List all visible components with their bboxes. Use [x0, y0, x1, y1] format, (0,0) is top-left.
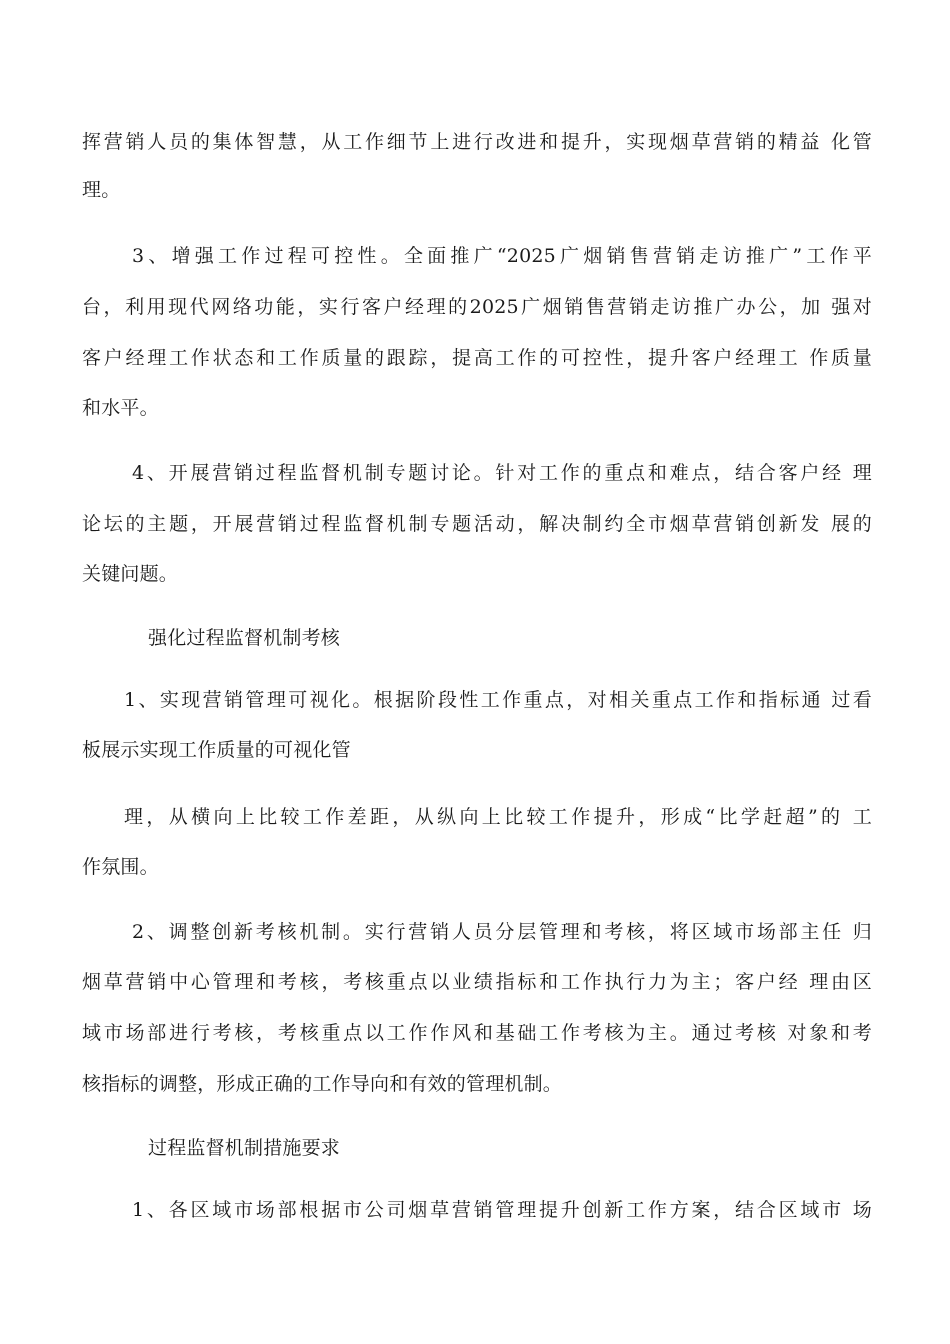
paragraph-line: 烟草营销中心管理和考核，考核重点以业绩指标和工作执行力为主；客户经 理由区	[82, 971, 872, 993]
paragraph-line: 论坛的主题，开展营销过程监督机制专题活动，解决制约全市烟草营销创新发 展的	[82, 513, 872, 535]
paragraph-line: 理。	[82, 179, 121, 201]
paragraph-line: 关键问题。	[82, 563, 179, 585]
paragraph-line: 核指标的调整，形成正确的工作导向和有效的管理机制。	[82, 1073, 563, 1095]
paragraph-line: 和水平。	[82, 397, 159, 419]
paragraph-line: 1、各区域市场部根据市公司烟草营销管理提升创新工作方案，结合区域市 场	[132, 1199, 872, 1221]
paragraph-line: 板展示实现工作质量的可视化管	[82, 739, 351, 761]
paragraph-line: 4、开展营销过程监督机制专题讨论。针对工作的重点和难点，结合客户经 理	[132, 462, 872, 484]
paragraph-line: 挥营销人员的集体智慧，从工作细节上进行改进和提升，实现烟草营销的精益 化管	[82, 131, 872, 153]
paragraph-line: 客户经理工作状态和工作质量的跟踪，提高工作的可控性，提升客户经理工 作质量	[82, 347, 872, 369]
paragraph-line: 理，从横向上比较工作差距，从纵向上比较工作提升，形成“比学赶超”的 工	[124, 806, 872, 828]
paragraph-line: 作氛围。	[82, 856, 159, 878]
paragraph-line: 1、实现营销管理可视化。根据阶段性工作重点，对相关重点工作和指标通 过看	[124, 689, 872, 711]
section-heading: 强化过程监督机制考核	[148, 627, 341, 649]
section-heading: 过程监督机制措施要求	[148, 1137, 341, 1159]
paragraph-line: 台，利用现代网络功能，实行客户经理的2025广烟销售营销走访推广办公，加 强对	[82, 296, 872, 318]
paragraph-line: 3、增强工作过程可控性。全面推广“2025广烟销售营销走访推广”工作平	[132, 245, 872, 267]
paragraph-line: 2、调整创新考核机制。实行营销人员分层管理和考核，将区域市场部主任 归	[132, 921, 872, 943]
paragraph-line: 域市场部进行考核，考核重点以工作作风和基础工作考核为主。通过考核 对象和考	[82, 1022, 872, 1044]
